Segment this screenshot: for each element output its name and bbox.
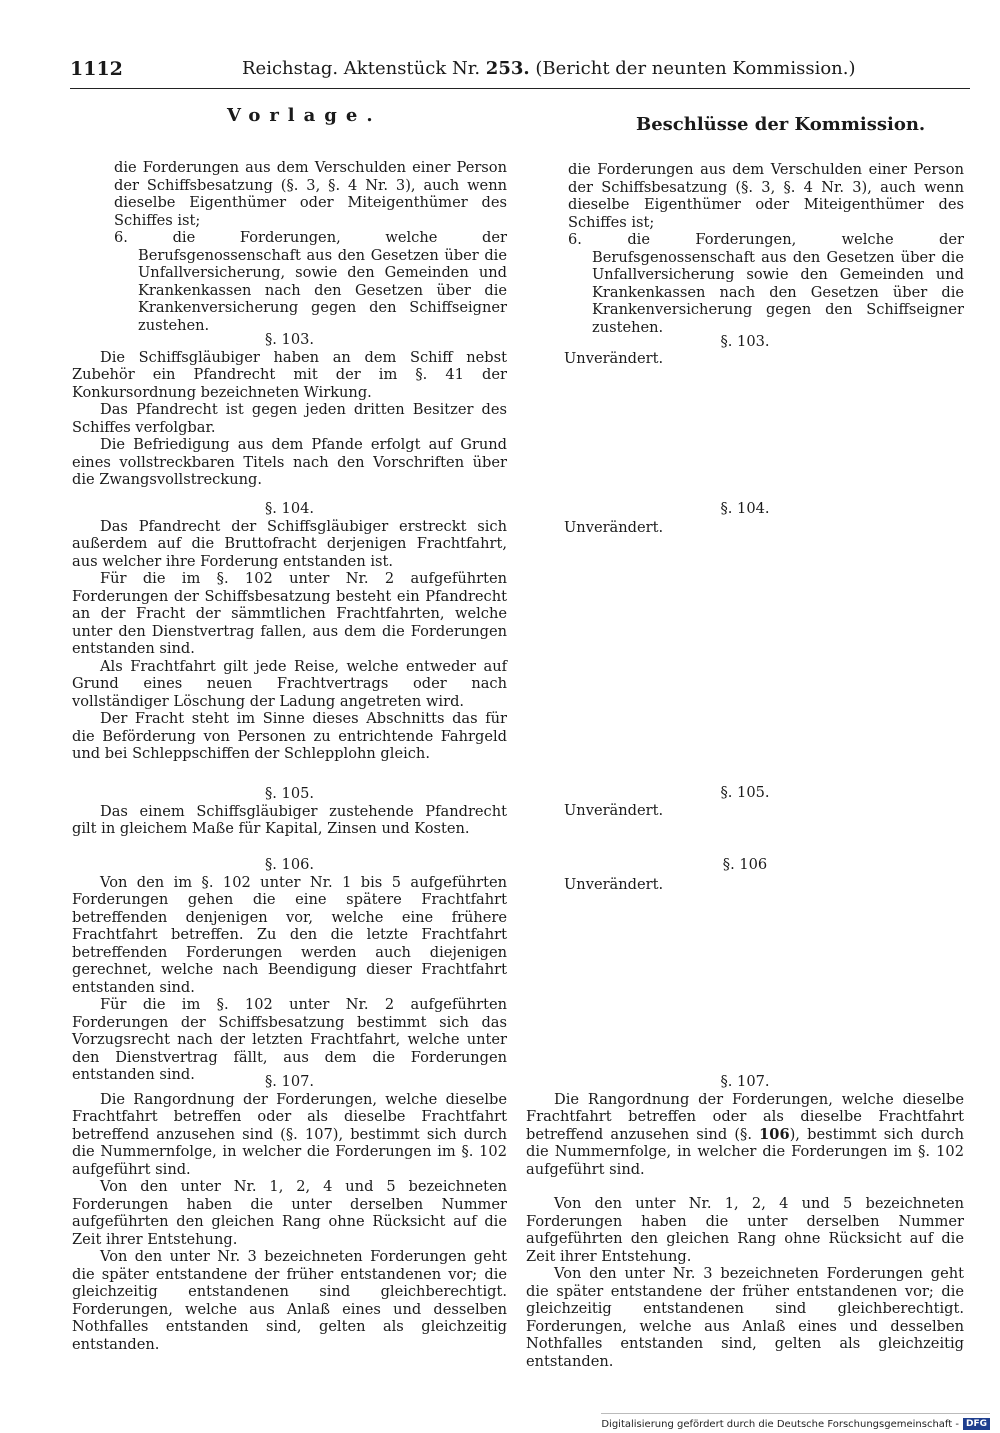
right-section-106-heading	[526, 856, 964, 874]
dfg-logo: DFG	[963, 1418, 990, 1430]
paragraph: Von den unter Nr. 3 bezeichneten Forderungen geht die später entstandene der früher entstandenen vor; die gleichzeitig entstandenen sind gleichberechtigt. Forderungen, welche aus Anlaß eines und desselben Nothfalles entstanden sind, gelten als gleichzeitig entstanden.	[526, 1265, 964, 1370]
left-section-104	[72, 500, 507, 763]
left-section-107	[72, 1073, 507, 1353]
left-column-title: Vorlage.	[227, 105, 382, 126]
right-column-title: Beschlüsse der Kommission.	[636, 114, 926, 135]
paragraph: Von den im §. 102 unter Nr. 1 bis 5 aufgeführten Forderungen gehen die eine spätere Frachtfahrt betreffenden denjenigen vor, welche eine frühere Frachtfahrt betreffen. Zu den die letzte Frachtfahrt betreffenden Forderungen werden auch diejenigen gerechnet, welche nach Beendigung dieser Frachtfahrt entstanden sind.	[72, 873, 507, 996]
paragraph: Von den unter Nr. 3 bezeichneten Forderungen geht die später entstandene der früher entstandenen vor; die gleichzeitig entstandenen sind gleichberechtigt. Forderungen, welche aus Anlaß eines und desselben Nothfalles entstanden sind, gelten als gleichzeitig entstanden.	[72, 1248, 507, 1353]
paragraph: Für die im §. 102 unter Nr. 2 aufgeführten Forderungen der Schiffsbesatzung bestimmt sich das Vorzugsrecht nach der letzten Frachtfahrt, welche unter den Dienstvertrag fällt, aus dem die Forderungen entstanden sind.	[72, 996, 507, 1083]
page-number: 1112	[70, 58, 123, 80]
right-item-6: 6. die Forderungen, welche der Berufsgenossenschaft aus den Gesetzen über die Unfallversicherung sowie den Gemeinden und Krankenkassen nach den Gesetzen über die Krankenversicherung gegen den Schiffseigner zustehen.	[568, 231, 964, 336]
running-title	[242, 58, 856, 79]
doc-number: 253.	[485, 58, 530, 79]
section-heading: §. 106	[722, 856, 768, 873]
right-section-107	[526, 1073, 964, 1370]
paragraph: Die Rangordnung der Forderungen, welche dieselbe Frachtfahrt betreffen oder als dieselbe Frachtfahrt betreffend anzusehen sind (§. 107), bestimmt sich durch die Nummernfolge, in welcher die Forderungen im §. 102 aufgeführt sind.	[72, 1090, 507, 1178]
left-intro-block	[72, 159, 507, 334]
section-heading: §. 107.	[720, 1073, 770, 1090]
footer-text: Digitalisierung gefördert durch die Deutsche Forschungsgemeinschaft -	[601, 1418, 959, 1430]
paragraph: Das Pfandrecht ist gegen jeden dritten Besitzer des Schiffes verfolgbar.	[72, 401, 507, 436]
left-section-105	[72, 785, 507, 838]
paragraph: Die Schiffsgläubiger haben an dem Schiff nebst Zubehör ein Pfandrecht mit der im §. 41 der Konkursordnung bezeichneten Wirkung.	[72, 348, 507, 401]
right-section-103-heading	[526, 333, 964, 351]
section-heading: §. 105.	[720, 784, 770, 801]
section-heading: §. 104.	[720, 500, 770, 517]
section-heading: §. 103.	[264, 331, 315, 348]
paragraph-part: ), bestimmt sich durch die Nummernfolge, in welcher die Forderungen im §. 102 aufgeführt sind.	[526, 1125, 964, 1178]
left-section-103	[72, 331, 507, 489]
right-section-104-heading	[526, 500, 964, 518]
paragraph	[526, 1091, 964, 1179]
right-intro-block	[526, 161, 964, 336]
section-heading: §. 103.	[720, 333, 770, 350]
section-heading: §. 106.	[264, 856, 315, 873]
section-heading: §. 107.	[264, 1073, 315, 1090]
page-header	[70, 58, 970, 88]
digitization-footer	[601, 1413, 990, 1433]
paragraph: Für die im §. 102 unter Nr. 2 aufgeführten Forderungen der Schiffsbesatzung besteht ein Pfandrecht an der Fracht der sämmtlichen Frachtfahrten, welche unter den Dienstvertrag fallen, aus dem die Forderungen entstanden sind.	[72, 570, 507, 657]
right-section-105-heading	[526, 784, 964, 802]
paragraph-part: Die Rangordnung der Forderungen, welche dieselbe Frachtfahrt betreffen oder als dieselbe Frachtfahrt betreffend anzusehen sind (§.	[526, 1090, 964, 1143]
unchanged-105: Unverändert.	[564, 802, 664, 819]
left-section-106	[72, 856, 507, 1084]
section-heading: §. 104.	[264, 500, 315, 517]
unchanged-104: Unverändert.	[564, 519, 664, 536]
running-title-suffix: (Bericht der neunten Kommission.)	[535, 58, 856, 79]
paragraph: Von den unter Nr. 1, 2, 4 und 5 bezeichneten Forderungen haben die unter derselben Nummer aufgeführten den gleichen Rang ohne Rücksicht auf die Zeit ihrer Entstehung.	[526, 1195, 964, 1265]
section-heading: §. 105.	[264, 785, 315, 802]
header-rule	[70, 88, 970, 89]
running-title-prefix: Reichstag. Aktenstück Nr.	[242, 58, 481, 79]
left-item-6: 6. die Forderungen, welche der Berufsgenossenschaft aus den Gesetzen über die Unfallversicherung, sowie den Gemeinden und Krankenkassen nach den Gesetzen über die Krankenversicherung gegen den Schiffseigner zustehen.	[114, 229, 507, 334]
unchanged-103: Unverändert.	[564, 350, 664, 367]
section-reference: 106	[759, 1125, 790, 1143]
paragraph: Die Befriedigung aus dem Pfande erfolgt auf Grund eines vollstreckbaren Titels nach den Vorschriften über die Zwangsvollstreckung.	[72, 436, 507, 488]
paragraph: Das Pfandrecht der Schiffsgläubiger erstreckt sich außerdem auf die Bruttofracht derjenigen Frachtfahrt, aus welcher ihre Forderung entstanden ist.	[72, 517, 507, 570]
unchanged-106: Unverändert.	[564, 876, 664, 893]
paragraph: Das einem Schiffsgläubiger zustehende Pfandrecht gilt in gleichem Maße für Kapital, Zinsen und Kosten.	[72, 802, 507, 837]
right-continued-item: die Forderungen aus dem Verschulden einer Person der Schiffsbesatzung (§. 3, §. 4 Nr. 3), auch wenn dieselbe Eigenthümer oder Miteigenthümer des Schiffes ist;	[568, 161, 964, 231]
paragraph: Von den unter Nr. 1, 2, 4 und 5 bezeichneten Forderungen haben die unter derselben Nummer aufgeführten den gleichen Rang ohne Rücksicht auf die Zeit ihrer Entstehung.	[72, 1178, 507, 1248]
paragraph: Der Fracht steht im Sinne dieses Abschnitts das für die Beförderung von Personen zu entrichtende Fahrgeld und bei Schleppschiffen der Schlepplohn gleich.	[72, 710, 507, 762]
left-continued-item: die Forderungen aus dem Verschulden einer Person der Schiffsbesatzung (§. 3, §. 4 Nr. 3), auch wenn dieselbe Eigenthümer oder Miteigenthümer des Schiffes ist;	[114, 159, 507, 229]
paragraph: Als Frachtfahrt gilt jede Reise, welche entweder auf Grund eines neuen Frachtvertrags oder nach vollständiger Löschung der Ladung angetreten wird.	[72, 657, 507, 710]
